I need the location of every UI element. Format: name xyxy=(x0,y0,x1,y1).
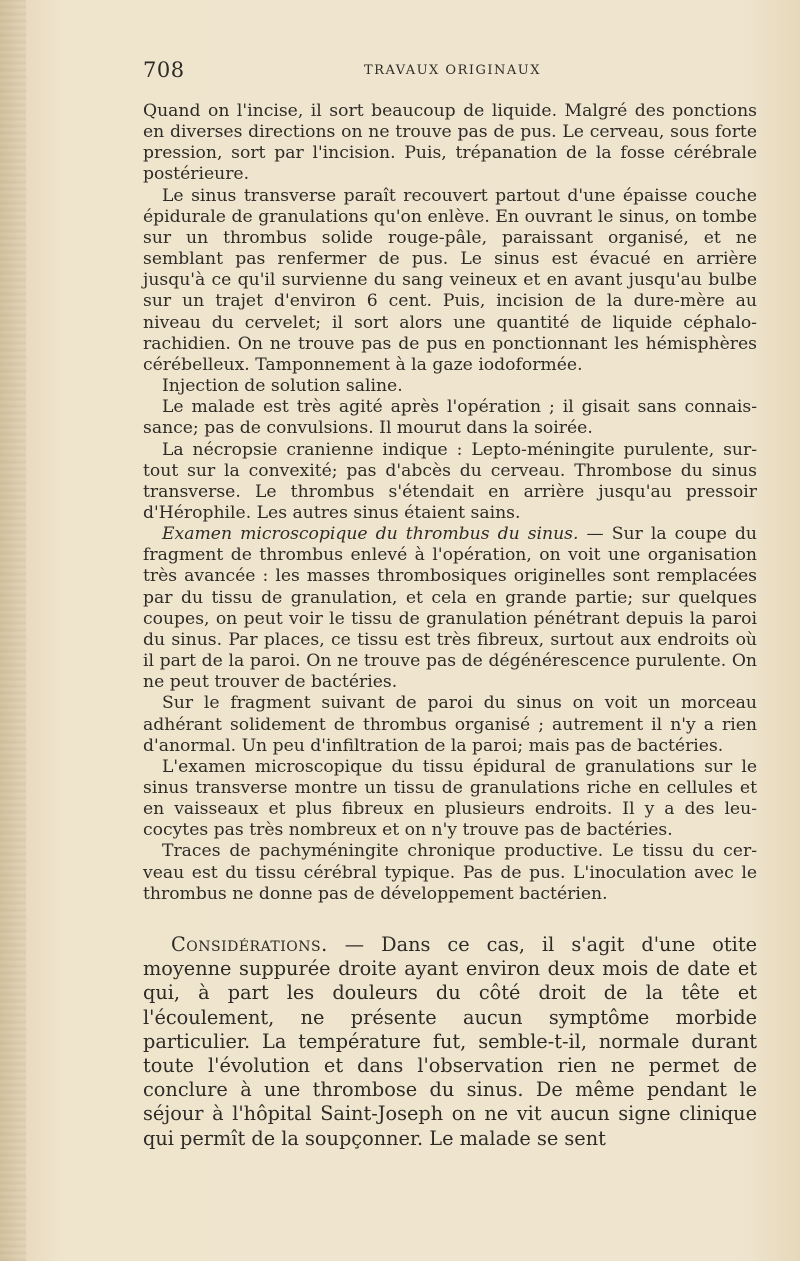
page-header xyxy=(143,58,755,84)
page-edge-shadow xyxy=(0,0,26,1261)
paragraph-microscopic-exam xyxy=(143,524,757,693)
paragraph: Le malade est très agité après l'opération ; il gisait sans connaissance; pas de convulsions. Il mourut dans la soirée. xyxy=(143,397,757,439)
section-lead-italic: Examen microscopique du thrombus du sinus. xyxy=(162,524,579,545)
paragraph-text: — Sur la coupe du fragment de thrombus enlevé à l'opération, on voit une organisation très avancée : les masses thrombosiques originelles sont remplacées par du tissu de granulation, et cela en grande partie; sur quelques coupes, on peut voir le tissu de granulation pénétrant depuis la paroi du sinus. Par places, ce tissu est très fibreux, surtout aux endroits où il part de la paroi. On ne trouve pas de dégénérescence purulente. On ne peut trouver de bactéries. xyxy=(143,524,757,693)
paragraph: La nécropsie cranienne indique : Lepto-méningite purulente, surtout sur la convexité; pas d'abcès du cerveau. Thrombose du sinus transverse. Le thrombus s'étendait en arrière jusqu'au pressoir d'Hérophile. Les autres sinus étaient sains. xyxy=(143,439,757,523)
paragraph: Le sinus transverse paraît recouvert partout d'une épaisse couche épidurale de granulations qu'on enlève. En ouvrant le sinus, on tombe sur un thrombus solide rouge-pâle, paraissant organisé, et ne semblant pas renfermer de pus. Le sinus est évacué en arrière jusqu'à ce qu'il survienne du sang veineux et en avant jusqu'au bulbe sur un trajet d'environ 6 cent. Puis, incision de la dure-mère au niveau du cervelet; il sort alors une quantité de liquide céphalo-rachidien. On ne trouve pas de pus en ponctionnant les hémisphères cérébelleux. Tamponnement à la gaze iodoformée. xyxy=(143,185,757,375)
paragraph-text: — Dans ce cas, il s'agit d'une otite moyenne suppurée droite ayant environ deux mois de date et qui, à part les douleurs du côté droit de la tête et l'écoulement, ne présente aucun symptôme morbide particulier. La température fut, semble-t-il, normale durant toute l'évolution et dans l'observation rien ne permet de conclure à une thrombose du sinus. De même pendant le séjour à l'hôpital Saint-Joseph on ne vit aucun signe clinique qui permît de la soupçonner. Le malade se sent xyxy=(143,932,757,1150)
paragraph: Injection de solution saline. xyxy=(162,376,403,397)
section-lead-smallcaps: Considérations. xyxy=(171,932,328,956)
page-number: 708 xyxy=(143,58,185,82)
paragraph: L'examen microscopique du tissu épidural de granulations sur le sinus transverse montre un tissu de granulations riche en cellules et en vaisseaux et plus fibreux en plusieurs endroits. Il y a des leucocytes pas très nombreux et on n'y trouve pas de bactéries. xyxy=(143,756,757,841)
paragraph: Sur le fragment suivant de paroi du sinus on voit un morceau adhérant solidement de thrombus organisé ; autrement il n'y a rien d'anormal. Un peu d'infiltration de la paroi; mais pas de bactéries. xyxy=(143,693,757,756)
paragraph: Quand on l'incise, il sort beaucoup de liquide. Malgré des ponctions en diverses directions on ne trouve pas de pus. Le cerveau, sous forte pression, sort par l'incision. Puis, trépanation de la fosse cérébrale postérieure. xyxy=(143,101,757,185)
body-text xyxy=(143,101,757,1151)
running-head: TRAVAUX ORIGINAUX xyxy=(364,63,542,78)
paragraph-considerations xyxy=(143,933,757,1151)
paragraph: Traces de pachyméningite chronique productive. Le tissu du cerveau est du tissu cérébral typique. Pas de pus. L'inoculation avec le thrombus ne donne pas de développement bactérien. xyxy=(143,841,757,904)
